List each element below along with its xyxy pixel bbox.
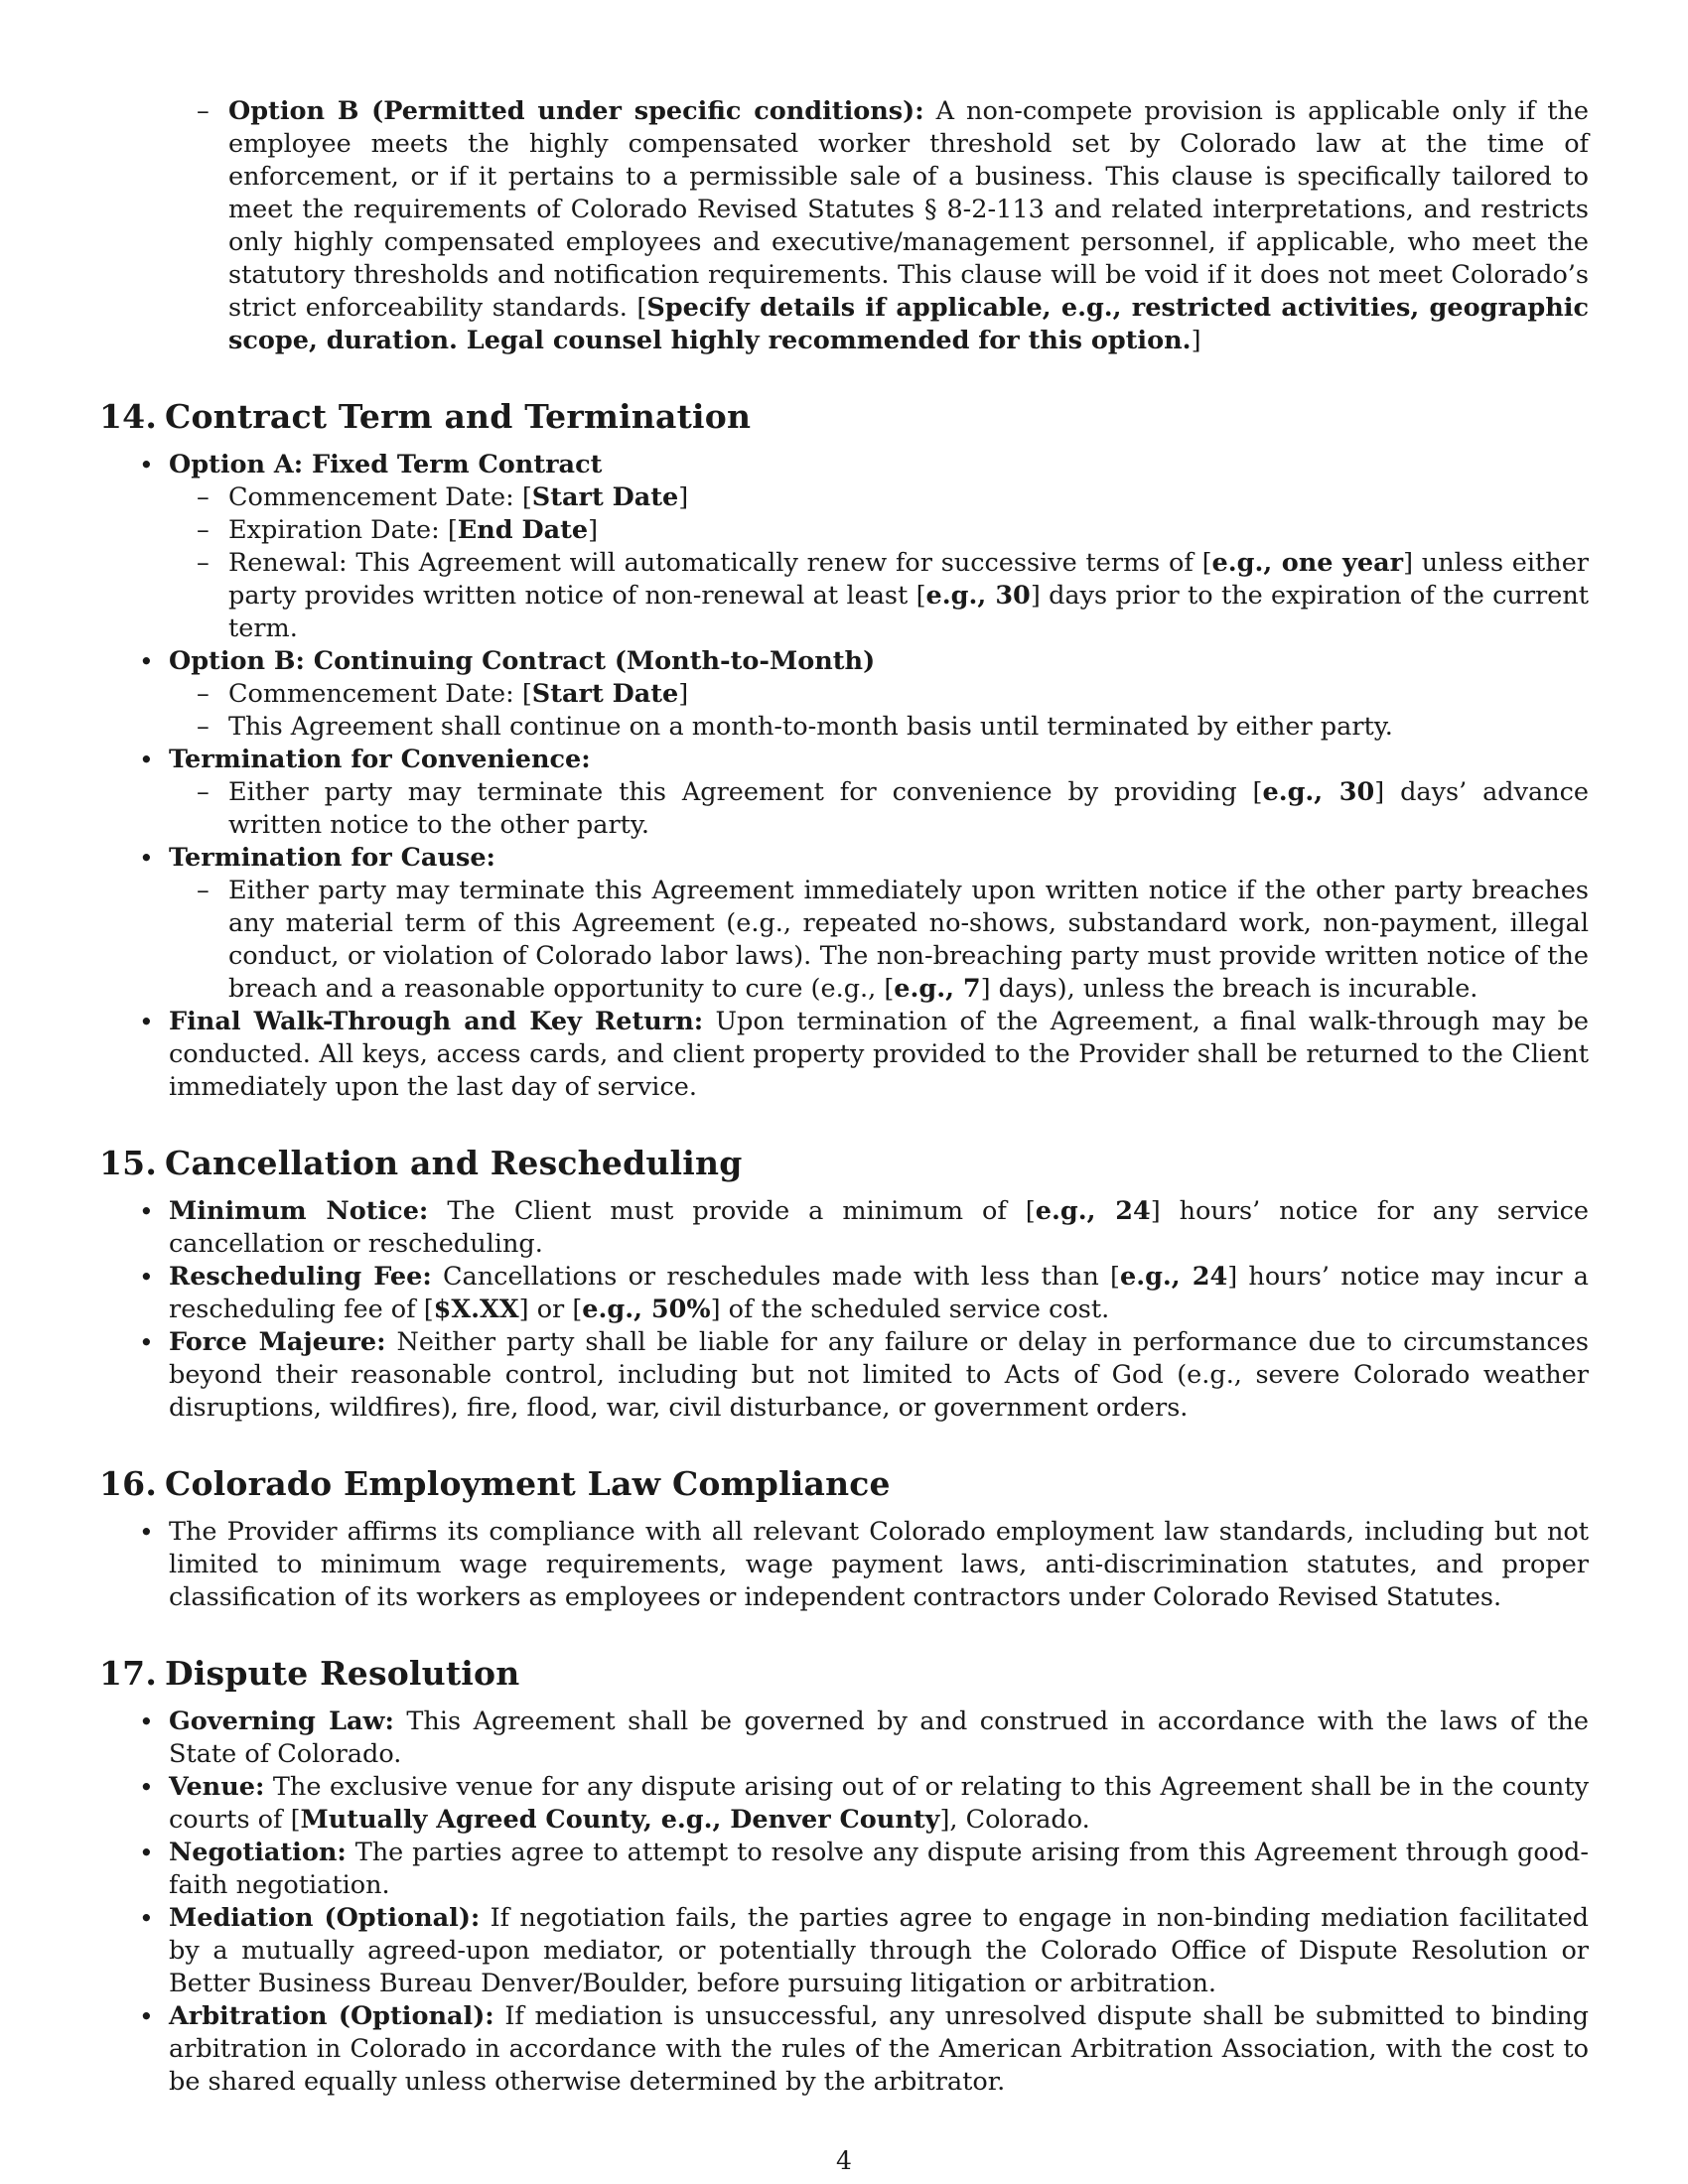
document-page xyxy=(99,95,1589,2099)
option-b-placeholder: Specify details if applicable, e.g., restricted activities, geographic scope, duration. Legal counsel highly recommended for this option. xyxy=(228,293,1589,355)
option-b-text: A non-compete provision is applicable only if the employee meets the highly compensated worker threshold set by Colorado law at the time of enforcement, or if it pertains to a permissible sale of a business. This clause is specifically tailored to meet the requirements of Colorado Revised Statutes § 8-2-113 and related interpretations, and restricts only highly compensated employees and executive/management personnel, if applicable, who meet the statutory thresholds and notification requirements. This clause will be void if it does not meet Colorado’s strict enforceability standards. [ xyxy=(228,96,1589,323)
negotiation-item: • Negotiation: The parties agree to attempt to resolve any dispute arising from this Agreement through good-faith negotiation. xyxy=(99,1837,1589,1902)
list-item: – Expiration Date: [End Date] xyxy=(99,514,1589,547)
governing-law-item: • Governing Law: This Agreement shall be governed by and construed in accordance with the laws of the State of Colorado. xyxy=(99,1706,1589,1771)
mediation-item: • Mediation (Optional): If negotiation fails, the parties agree to engage in non-binding mediation facilitated by a mutually agreed-upon mediator, or potentially through the Colorado Office of Dispute Resolution or Better Business Bureau Denver/Boulder, before pursuing litigation or arbitration. xyxy=(99,1902,1589,2000)
termination-cause-item: • Termination for Cause: xyxy=(99,842,1589,875)
arbitration-item: • Arbitration (Optional): If mediation is unsuccessful, any unresolved dispute shall be submitted to binding arbitration in Colorado in accordance with the rules of the American Arbitration Association, with the cost to be shared equally unless otherwise determined by the arbitrator. xyxy=(99,2000,1589,2099)
list-item: – Renewal: This Agreement will automatically renew for successive terms of [e.g., one year] unless either party provides written notice of non-renewal at least [e.g., 30] days prior to the expiration of the current term. xyxy=(99,547,1589,645)
minimum-notice-item: • Minimum Notice: The Client must provide a minimum of [e.g., 24] hours’ notice for any service cancellation or rescheduling. xyxy=(99,1195,1589,1261)
option-a-item: • Option A: Fixed Term Contract xyxy=(99,449,1589,481)
section-16-list xyxy=(99,1516,1589,1614)
venue-item: • Venue: The exclusive venue for any dispute arising out of or relating to this Agreement shall be in the county courts of [Mutually Agreed County, e.g., Denver County], Colorado. xyxy=(99,1771,1589,1837)
section-17-list xyxy=(99,1706,1589,2099)
rescheduling-fee-item: • Rescheduling Fee: Cancellations or reschedules made with less than [e.g., 24] hours’ notice may incur a rescheduling fee of [$X.XX] or [e.g., 50%] of the scheduled service cost. xyxy=(99,1261,1589,1326)
list-item: – Either party may terminate this Agreement for convenience by providing [e.g., 30] days’ advance written notice to the other party. xyxy=(99,776,1589,842)
compliance-item: • The Provider affirms its compliance with all relevant Colorado employment law standards, including but not limited to minimum wage requirements, wage payment laws, anti-discrimination statutes, and proper classification of its workers as employees or independent contractors under Colorado Revised Statutes. xyxy=(99,1516,1589,1614)
list-item: – Commencement Date: [Start Date] xyxy=(99,481,1589,514)
option-b-noncompete: – Option B (Permitted under specific conditions): A non-compete provision is applicable only if the employee meets the highly compensated worker threshold set by Colorado law at the time of enforcement, or if it pertains to a permissible sale of a business. This clause is specifically tailored to meet the requirements of Colorado Revised Statutes § 8-2-113 and related interpretations, and restricts only highly compensated employees and executive/management personnel, if applicable, who meet the statutory thresholds and notification requirements. This clause will be void if it does not meet Colorado’s strict enforceability standards. [Specify details if applicable, e.g., restricted activities, geographic scope, duration. Legal counsel highly recommended for this option.] xyxy=(99,95,1589,357)
option-b-item: • Option B: Continuing Contract (Month-to-Month) xyxy=(99,645,1589,678)
list-item: – Commencement Date: [Start Date] xyxy=(99,678,1589,711)
section-14-heading: 14. Contract Term and Termination xyxy=(99,397,752,436)
list-item: – Either party may terminate this Agreement immediately upon written notice if the other party breaches any material term of this Agreement (e.g., repeated no-shows, substandard work, non-payment, illegal conduct, or violation of Colorado labor laws). The non-breaching party must provide written notice of the breach and a reasonable opportunity to cure (e.g., [e.g., 7] days), unless the breach is incurable. xyxy=(99,875,1589,1006)
section-16-heading: 16. Colorado Employment Law Compliance xyxy=(99,1464,891,1503)
termination-convenience-item: • Termination for Convenience: xyxy=(99,744,1589,776)
section-14-list xyxy=(99,449,1589,1104)
section-15-heading: 15. Cancellation and Rescheduling xyxy=(99,1144,743,1182)
section-17-heading: 17. Dispute Resolution xyxy=(99,1654,520,1693)
option-b-label: Option B (Permitted under specific conditions): xyxy=(228,96,924,126)
force-majeure-item: • Force Majeure: Neither party shall be liable for any failure or delay in performance due to circumstances beyond their reasonable control, including but not limited to Acts of God (e.g., severe Colorado weather disruptions, wildfires), fire, flood, war, civil disturbance, or government orders. xyxy=(99,1326,1589,1425)
walkthrough-item: • Final Walk-Through and Key Return: Upon termination of the Agreement, a final walk-through may be conducted. All keys, access cards, and client property provided to the Provider shall be returned to the Client immediately upon the last day of service. xyxy=(99,1006,1589,1104)
list-item: – This Agreement shall continue on a month-to-month basis until terminated by either party. xyxy=(99,711,1589,744)
intro-list xyxy=(99,95,1589,357)
page-number: 4 xyxy=(836,2146,852,2175)
section-15-list xyxy=(99,1195,1589,1425)
